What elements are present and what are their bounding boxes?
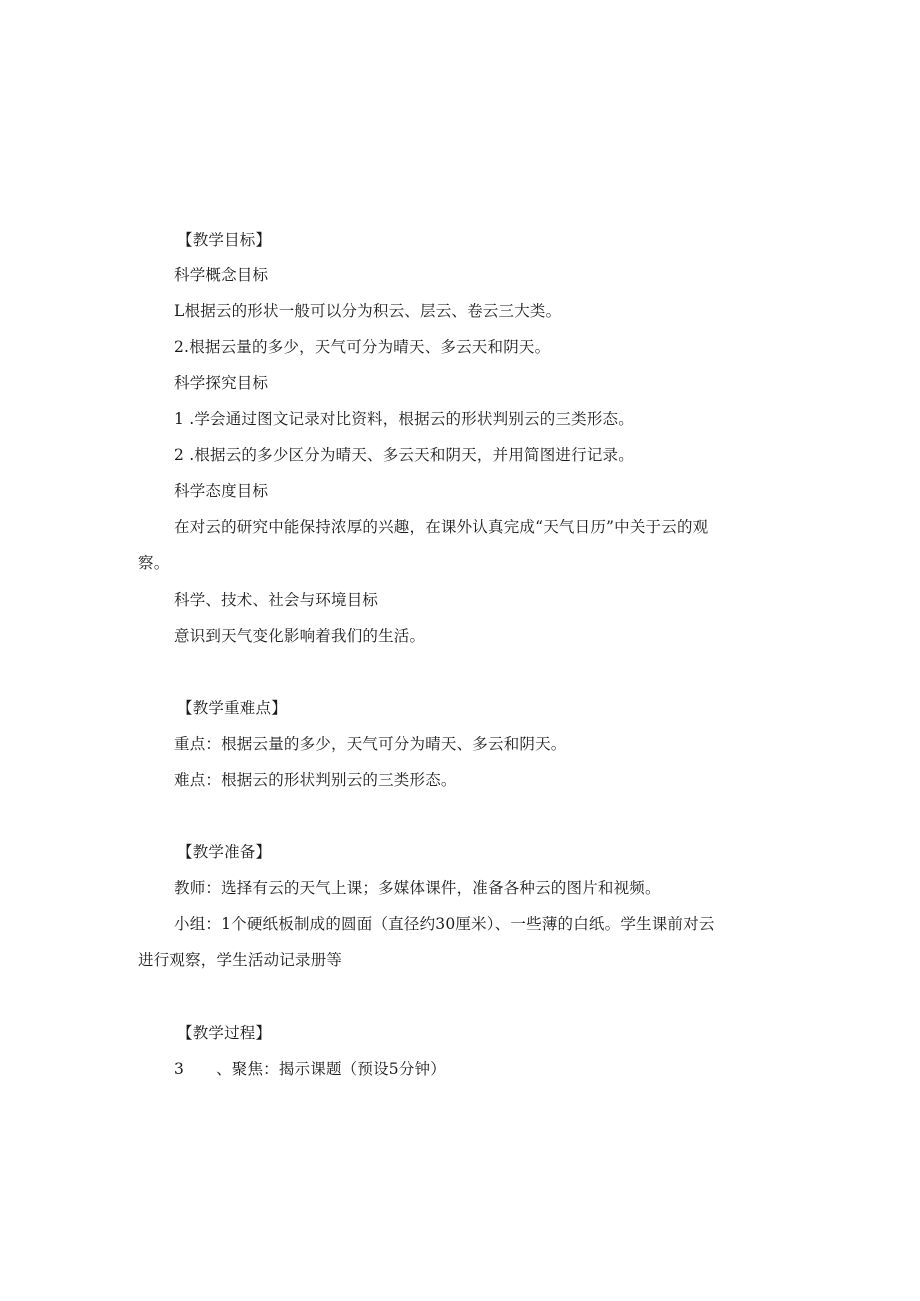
group-preparation-line-1: 小组：1个硬纸板制成的圆面（直径约30厘米）、一些薄的白纸。学生课前对云 xyxy=(174,915,715,933)
key-points-heading: 【教学重难点】 xyxy=(177,699,287,717)
attitude-objective-title: 科学态度目标 xyxy=(174,482,269,500)
concept-objective-title: 科学概念目标 xyxy=(174,266,269,284)
attitude-text-line-2: 察。 xyxy=(138,554,170,572)
process-step-text: 、聚焦：揭示课题（预设5分钟） xyxy=(216,1060,446,1078)
concept-item-2: 2.根据云量的多少，天气可分为晴天、多云天和阴天。 xyxy=(174,338,551,356)
sts-objective-title: 科学、技术、社会与环境目标 xyxy=(174,591,379,609)
process-step xyxy=(174,1058,446,1080)
sts-objective-text: 意识到天气变化影响着我们的生活。 xyxy=(174,627,426,645)
group-preparation-line-2: 进行观察，学生活动记录册等 xyxy=(138,951,343,969)
key-point-text: 重点：根据云量的多少，天气可分为晴天、多云和阴天。 xyxy=(174,735,567,753)
difficult-point-text: 难点：根据云的形状判别云的三类形态。 xyxy=(174,771,457,789)
inquiry-item-2: 2 .根据云的多少区分为晴天、多云天和阴天，并用简图进行记录。 xyxy=(174,446,634,464)
process-step-number: 3 xyxy=(174,1060,185,1078)
process-heading: 【教学过程】 xyxy=(177,1024,272,1042)
inquiry-objective-title: 科学探究目标 xyxy=(174,374,269,392)
objectives-heading: 【教学目标】 xyxy=(177,231,272,249)
attitude-text-line-1: 在对云的研究中能保持浓厚的兴趣，在课外认真完成“天气日历”中关于云的观 xyxy=(174,518,709,536)
preparation-heading: 【教学准备】 xyxy=(177,843,272,861)
concept-item-1: L根据云的形状一般可以分为积云、层云、卷云三大类。 xyxy=(174,302,562,320)
inquiry-item-1: 1 .学会通过图文记录对比资料，根据云的形状判别云的三类形态。 xyxy=(174,410,634,428)
teacher-preparation: 教师：选择有云的天气上课；多媒体课件，准备各种云的图片和视频。 xyxy=(174,879,661,897)
